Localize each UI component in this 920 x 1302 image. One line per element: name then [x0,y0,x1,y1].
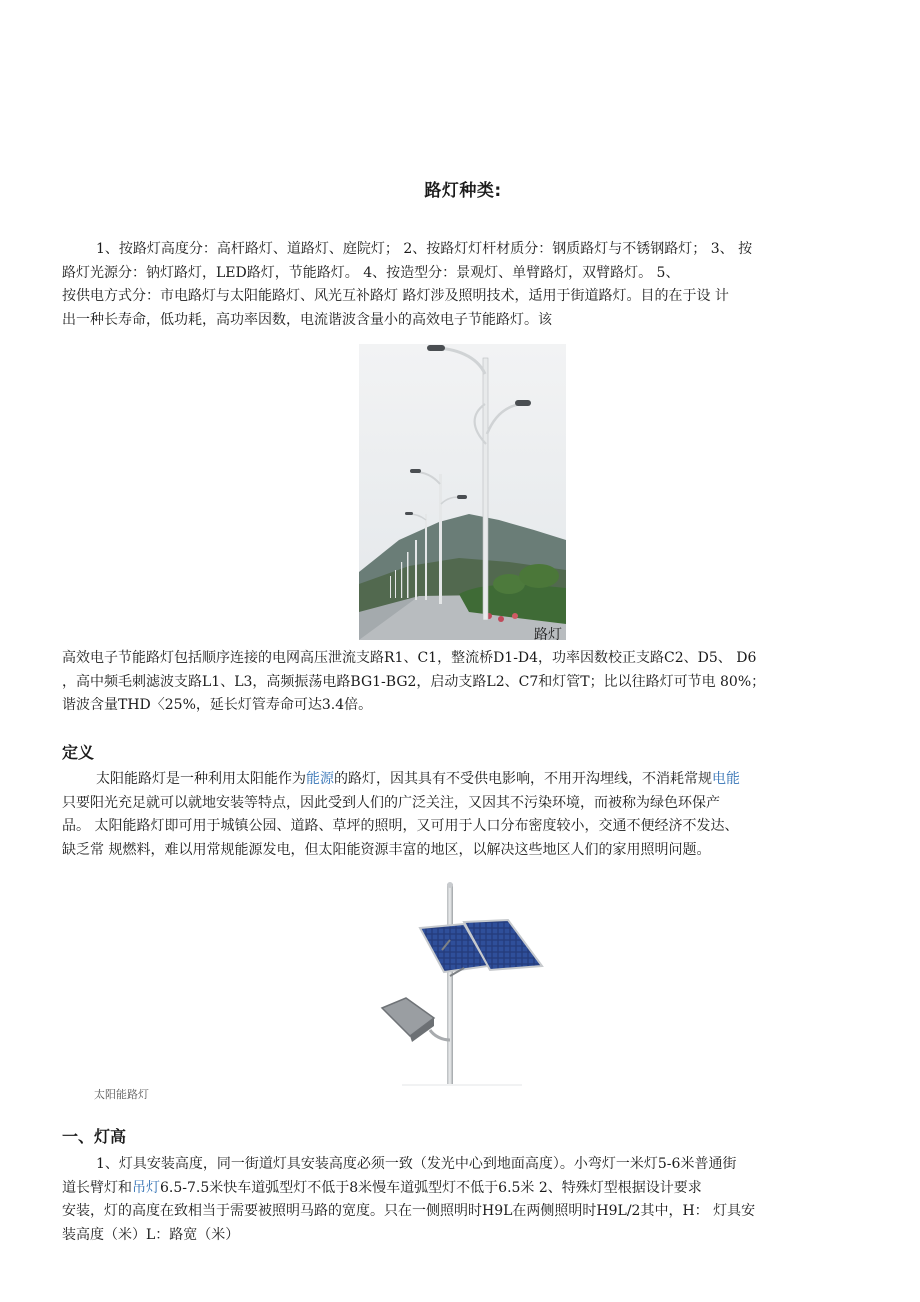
text-line: 装高度（米）L：路宽（米） [62,1226,240,1243]
solar-street-lamp-image [372,880,552,1086]
lamp-height-paragraph [62,1153,868,1247]
text-line: 只要阳光充足就可以就地安装等特点，因此受到人们的广泛关注，又因其不污染环境，而被称为绿色环保产 [62,794,720,811]
pendant-lamp-link[interactable]: 吊灯 [132,1179,160,1196]
text-line: 安装，灯的高度在致相当于需要被照明马路的宽度。只在一侧照明时H9L在两侧照明时H9L/2其中，H： 灯具安 [62,1203,756,1219]
intro-paragraph [62,238,868,332]
text-line: 1、按路灯高度分：高杆路灯、道路灯、庭院灯； 2、按路灯灯杆材质分：钢质路灯与不锈钢路灯； 3、 按 [96,241,753,257]
text-line [62,1177,868,1201]
definition-heading: 定义 [62,743,95,762]
text-line: 路灯光源分：钠灯路灯，LED路灯，节能路灯。 4、按造型分：景观灯、单臂路灯，双臂路灯。 5、 [62,264,680,281]
text-segment: 的路灯，因其具有不受供电影响，不用开沟埋线，不消耗常规 [334,771,712,787]
text-line: 高效电子节能路灯包括顺序连接的电网高压泄流支路R1、C1，整流桥D1-D4，功率因数校正支路C2、D5、 D6 [62,650,757,666]
solar-image-caption: 太阳能路灯 [94,1088,149,1101]
lamp-height-heading: 一、灯高 [62,1127,127,1146]
text-line: 品。 太阳能路灯即可用于城镇公园、道路、草坪的照明，又可用于人口分布密度较小，交通不便经济不发达、 [62,818,739,834]
text-line: 缺乏常 规燃料，难以用常规能源发电，但太阳能资源丰富的地区，以解决这些地区人们的家用照明问题。 [62,841,711,858]
text-line: 按供电方式分：市电路灯与太阳能路灯、风光互补路灯 路灯涉及照明技术，适用于街道路灯。目的在于设 计 [62,288,729,304]
photo-caption: 路灯 [534,627,562,643]
text-line: 谐波含量THD〈25%，延长灯管寿命可达3.4倍。 [62,697,373,713]
circuit-paragraph [62,647,868,718]
text-segment: 6.5-7.5米快车道弧型灯不低于8米慢车道弧型灯不低于6.5米 2、特殊灯型根据设计要求 [160,1179,702,1196]
energy-link[interactable]: 能源 [306,771,334,787]
street-lamp-photo [359,344,566,640]
definition-paragraph [62,768,868,862]
text-line [62,768,868,792]
electric-energy-link[interactable]: 电能 [712,771,740,787]
text-line: 出一种长寿命，低功耗，高功率因数，电流谐波含量小的高效电子节能路灯。该 [62,311,552,328]
text-line: ，高中频毛刺滤波支路L1、L3，高频振荡电路BG1-BG2，启动支路L2、C7和灯管T；比以往路灯可节电 80%； [62,673,766,690]
text-segment: 太阳能路灯是一种利用太阳能作为 [96,771,306,787]
page-title: 路灯种类: [424,181,502,201]
text-segment: 道长臂灯和 [62,1179,132,1196]
text-line: 1、灯具安装高度，同一街道灯具安装高度必须一致（发光中心到地面高度）。小弯灯一米灯5-6米普通街 [96,1156,737,1172]
